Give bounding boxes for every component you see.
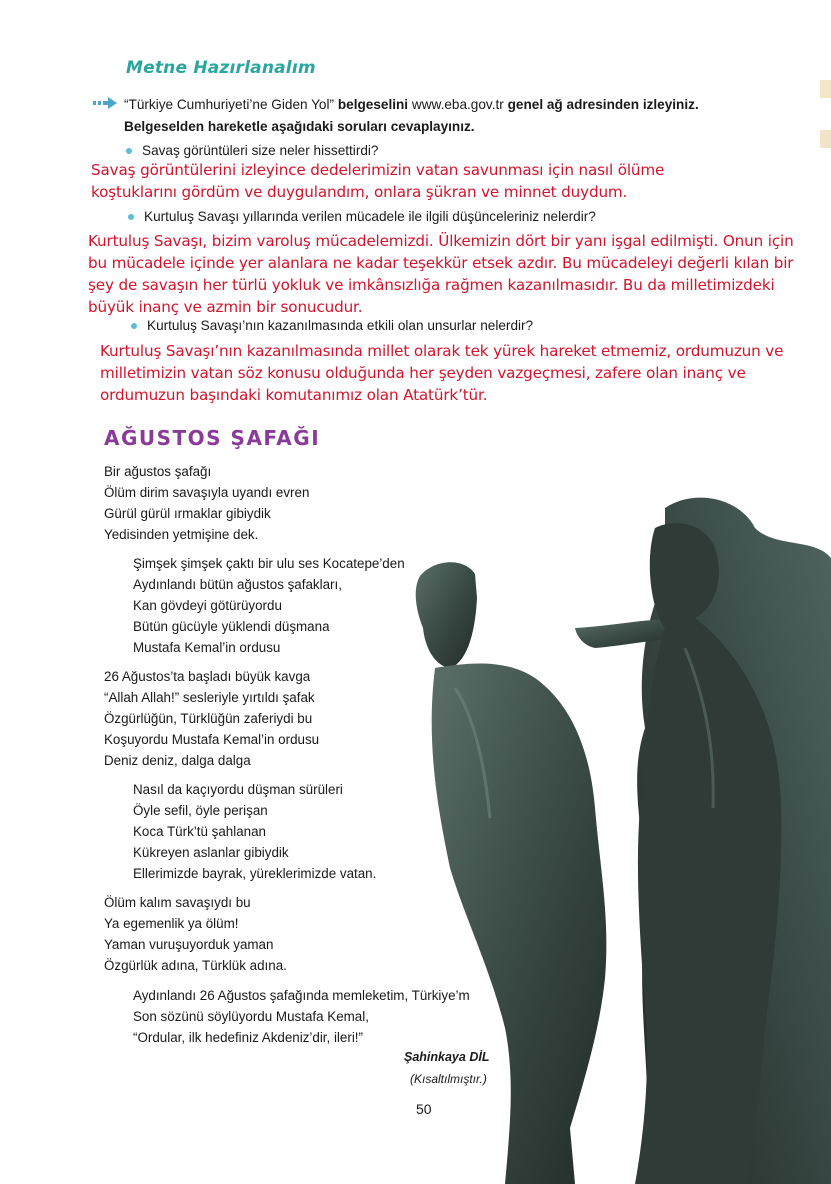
website-address: www.eba.gov.tr (411, 97, 504, 112)
poem-author: Şahinkaya DİL (404, 1050, 490, 1064)
arrow-right-icon (93, 96, 117, 110)
page-edge-decoration (820, 80, 831, 170)
answer-1: Savaş görüntülerini izleyince dedelerimizin vatan savunması için nasıl ölüme koştuklarını gördüm ve duygulandım, onlara şükran ve minnet duydum. (91, 161, 665, 201)
poem-title: AĞUSTOS ŞAFAĞI (104, 426, 321, 450)
documentary-title: “Türkiye Cumhuriyeti’ne Giden Yol” (124, 97, 335, 112)
page-number: 50 (416, 1101, 432, 1117)
question-1: Savaş görüntüleri size neler hissettirdi? (126, 143, 379, 158)
poem-stanza-5: Ölüm kalım savaşıydı bu Ya egemenlik ya ölüm! Yaman vuruşuyorduk yaman Özgürlük adına, Türklük adına. (104, 895, 287, 973)
poem-stanza-6: Aydınlandı 26 Ağustos şafağında memleketim, Türkiye’m Son sözünü söylüyordu Mustafa Kemal, “Ordular, ilk hedefiniz Akdeniz’dir, ileri!” (133, 988, 470, 1045)
poem-stanza-1: Bir ağustos şafağı Ölüm dirim savaşıyla uyandı evren Gürül gürül ırmaklar gibiydik Yedisinden yetmişine dek. (104, 464, 310, 542)
instruction-line-1: “Türkiye Cumhuriyeti’ne Giden Yol” belgeselini www.eba.gov.tr genel ağ adresinden izleyiniz. (124, 97, 699, 112)
bullet-icon (126, 148, 132, 154)
abridged-note: (Kısaltılmıştır.) (410, 1072, 487, 1086)
question-2: Kurtuluş Savaşı yıllarında verilen mücadele ile ilgili düşünceleriniz nelerdir? (128, 209, 596, 224)
question-3: Kurtuluş Savaşı’nın kazanılmasında etkili olan unsurlar nelerdir? (131, 318, 533, 333)
poem-stanza-2: Şimşek şimşek çaktı bir ulu ses Kocatepe’den Aydınlandı bütün ağustos şafakları, Kan gövdeyi götürüyordu Bütün gücüyle yüklendi düşmana Mustafa Kemal’in ordusu (133, 556, 405, 655)
bullet-icon (131, 323, 137, 329)
instruction-text (124, 94, 764, 138)
answer-3: Kurtuluş Savaşı’nın kazanılmasında millet olarak tek yürek hareket etmemiz, ordumuzun ve milletimizin vatan söz konusu olduğunda her şeyden vazgeçmesi, zafere olan inanç ve ordumuzun başındaki komutanımız olan Atatürk’tür. (100, 342, 784, 404)
poem-stanza-4: Nasıl da kaçıyordu düşman sürüleri Öyle sefil, öyle perişan Koca Türk’tü şahlanan Kükreyen aslanlar gibiydik Ellerimizde bayrak, yüreklerimizde vatan. (133, 782, 377, 881)
answer-2: Kurtuluş Savaşı, bizim varoluş mücadelemizdi. Ülkemizin dört bir yanı işgal edilmişti. Onun için bu mücadele içinde yer alanlara ne kadar teşekkür etsek azdır. Bu mücadeleyi değerli kılan bir şey de savaşın her türlü yokluk ve imkânsızlığa rağmen kazanılmasıdır. Bu da milletimizdeki büyük inanç ve azmin bir sonucudur. (88, 232, 794, 316)
poem-stanza-3: 26 Ağustos’ta başladı büyük kavga “Allah Allah!” sesleriyle yırtıldı şafak Özgürlüğün, Türklüğün zaferiydi bu Koşuyordu Mustafa Kemal’in ordusu Deniz deniz, dalga dalga (104, 669, 320, 768)
bullet-icon (128, 214, 134, 220)
instruction-line-2: Belgeselden hareketle aşağıdaki soruları cevaplayınız. (124, 119, 475, 134)
section-title: Metne Hazırlanalım (126, 58, 316, 78)
